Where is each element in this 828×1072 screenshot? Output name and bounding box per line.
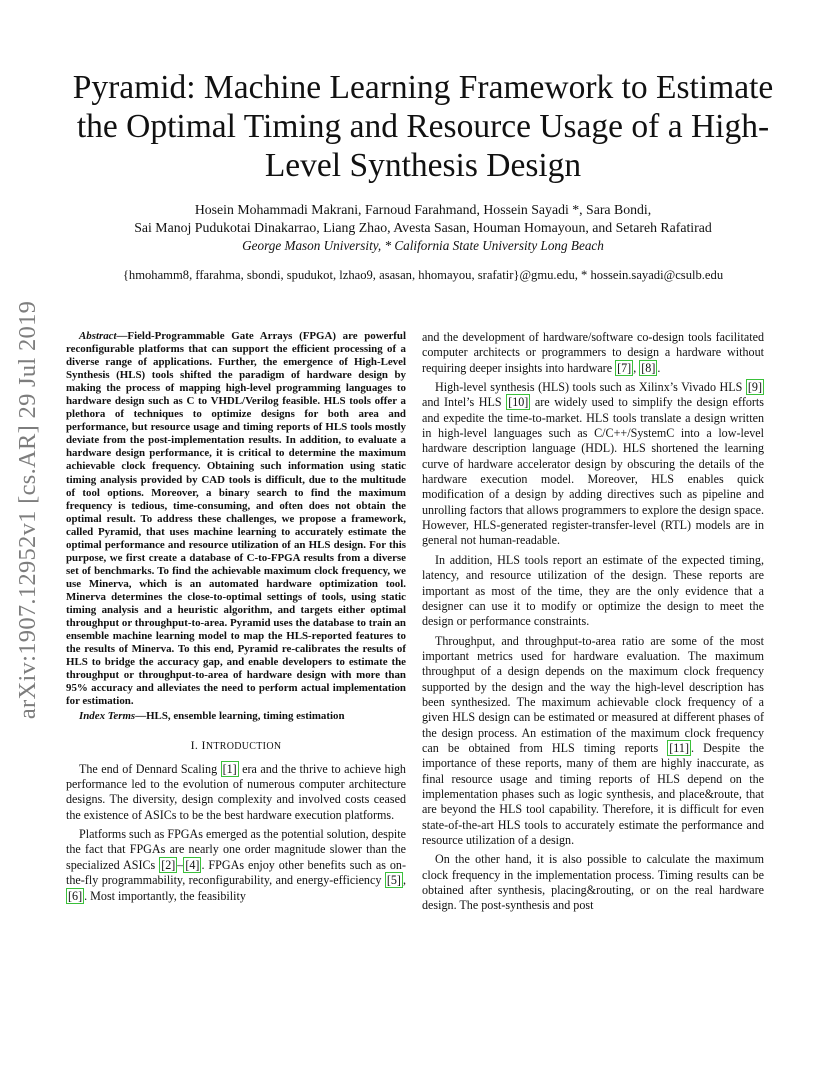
- citation-link[interactable]: [5]: [386, 873, 401, 888]
- text-run: are widely used to simplify the design efforts and expedite the time-to-market. HLS tools translate a design written in high-level languages such as C/C++/SystemC into a low-level hardware description language (HDL). HLS shortened the learning curve of hardware accelerator design by obscuring the details of the hardware execution model. Moreover, HLS enables quick modification of a design by adding directives such as pipeline and unrolling factors that allows programmers to explore the design space. However, HLS-generated register-transfer-level (RTL) models are in general not human-readable.: [422, 395, 764, 548]
- text-run: . Despite the importance of these reports, many of them are highly inaccurate, as final resource usage and timing reports of HLS depend on the implementation phases such as logic synthesis, and place&route, that are beyond the HLS tool capability. Therefore, it is difficult for even state-of-the-art HLS tools to accurately estimate the performance and resource utilization of a design.: [422, 740, 764, 847]
- intro-paragraph-4: In addition, HLS tools report an estimate of the expected timing, latency, and resource utilization of the design. These reports are important as most of the time, they are the only evidence that a designer can use it to modify or optimize the design to meet the design or performance constraints.: [422, 552, 764, 629]
- citation-link[interactable]: [10]: [508, 395, 529, 410]
- intro-paragraph-1: [66, 762, 406, 823]
- text-run: High-level synthesis (HLS) tools such as Xilinx’s Vivado HLS: [435, 380, 746, 395]
- text-run: ,: [402, 873, 406, 888]
- index-terms: [66, 710, 406, 723]
- intro-paragraph-3: [422, 380, 764, 549]
- text-run: .: [657, 360, 661, 375]
- right-column: [422, 330, 764, 918]
- author-emails: {hmohamm8, ffarahma, sbondi, spudukot, lzhao9, asasan, hhomayou, srafatir}@gmu.edu, * hossein.sayadi@csulb.edu: [122, 268, 724, 282]
- citation-link[interactable]: [7]: [617, 360, 632, 375]
- arxiv-stamp: [0, 290, 56, 730]
- authors-line-1: Hosein Mohammadi Makrani, Farnoud Farahmand, Hossein Sayadi *, Sara Bondi,: [194, 202, 652, 217]
- section-heading-introduction: [66, 738, 406, 754]
- abstract: [66, 330, 406, 708]
- section-number: I.: [190, 738, 199, 753]
- text-run: . FPGAs enjoy other benefits such as on-the-fly programmability, reconfigurability, and energy-efficiency: [66, 857, 406, 888]
- citation-link[interactable]: [2]: [161, 857, 176, 872]
- text-run: –: [177, 857, 184, 872]
- abstract-label: Abstract: [79, 330, 117, 342]
- author-block: [40, 201, 806, 255]
- citation-link[interactable]: [1]: [222, 761, 237, 776]
- citation-link[interactable]: [6]: [68, 888, 83, 903]
- section-initial: I: [201, 738, 206, 753]
- index-terms-text: —HLS, ensemble learning, timing estimation: [135, 710, 345, 723]
- text-run: and Intel’s HLS: [422, 395, 507, 410]
- intro-paragraph-2-continued: [422, 330, 764, 376]
- intro-paragraph-2: [66, 827, 406, 904]
- left-column: [66, 330, 406, 908]
- abstract-text: —Field-Programmable Gate Arrays (FPGA) are powerful reconfigurable platforms that can support the efficient processing of a diverse range of applications. Further, the emergence of High-Level Synthesis (HLS) tools shifted the paradigm of hardware design by making the process of mapping high-level programming languages to hardware design such as C to VHDL/Verilog feasible. HLS tools offer a plethora of techniques to optimize designs for both area and performance, but resource usage and timing reports of HLS tools mostly deviate from the post-implementation results. In addition, to evaluate a hardware design performance, it is critical to determine the maximum achievable clock frequency. Obtaining such information using static timing analysis provided by CAD tools is difficult, due to the multitude of tool options. Moreover, a binary search to find the maximum frequency is tedious, time-consuming, and often does not obtain the optimal result. To address these challenges, we propose a framework, called Pyramid, that uses machine learning to accurately estimate the optimal performance and resource utilization of an HLS design. For this purpose, we first create a database of C-to-FPGA results from a diverse set of benchmarks. To find the achievable maximum clock frequency, we use Minerva, which is an automated hardware optimization tool. Minerva determines the close-to-optimal settings of tools, using static timing analysis and a heuristic algorithm, and targets either optimal throughput or throughput-to-area. Pyramid uses the database to train an ensemble machine learning model to map the HLS-reported features to the results of Minerva. To this end, Pyramid re-calibrates the results of HLS to bridge the accuracy gap, and enable developers to estimate the throughput or throughput-to-area of hardware design with more than 95% accuracy and alleviates the need to perform actual implementation for estimation.: [66, 330, 406, 708]
- paper-title: Pyramid: Machine Learning Framework to Estimate the Optimal Timing and Resource Usage of a High-Level Synthesis Design: [72, 69, 774, 184]
- text-run: The end of Dennard Scaling: [79, 761, 221, 776]
- text-run: era and the thrive to achieve high performance led to the evolution of numerous computer architecture designs. The diversity, design complexity and involved costs ceased the existence of ASICs to be the best hardware execution platforms.: [66, 761, 406, 822]
- citation-link[interactable]: [9]: [747, 380, 762, 395]
- text-run: Platforms such as FPGAs emerged as the potential solution, despite the fact that FPGAs are nearly one order magnitude slower than the specialized ASICs: [66, 827, 406, 872]
- citation-link[interactable]: [4]: [185, 857, 200, 872]
- text-run: Throughput, and throughput-to-area ratio are some of the most important metrics used for hardware evaluation. The maximum throughput of a design depends on the maximum clock frequency supported by the design and the way the high-level description has been synthesized. The maximum achievable clock frequency of a given HLS design can be estimated or measured at different phases of the design process. An estimation of the maximum clock frequency can be obtained from HLS timing reports: [422, 633, 764, 755]
- citation-link[interactable]: [11]: [669, 740, 689, 755]
- index-terms-label: Index Terms: [79, 710, 136, 723]
- text-run: . Most importantly, the feasibility: [84, 888, 246, 903]
- section-rest: NTRODUCTION: [205, 741, 282, 753]
- text-run: ,: [633, 360, 640, 375]
- arxiv-stamp-text: arXiv:1907.12952v1 [cs.AR] 29 Jul 2019: [14, 300, 41, 720]
- citation-link[interactable]: [8]: [641, 360, 656, 375]
- text-run: and the development of hardware/software co-design tools facilitated computer architects or programmers to design a hardware without requiring deeper insights into hardware: [422, 330, 764, 375]
- intro-paragraph-5: [422, 634, 764, 849]
- intro-paragraph-6: On the other hand, it is also possible to calculate the maximum clock frequency in the implementation process. Timing results can be obtained after synthesis, placing&routing, or on the real hardware design. The post-synthesis and post: [422, 852, 764, 913]
- authors-line-2: Sai Manoj Pudukotai Dinakarrao, Liang Zhao, Avesta Sasan, Houman Homayoun, and Setareh Rafatirad: [134, 220, 712, 235]
- affiliation: George Mason University, * California State University Long Beach: [242, 238, 604, 253]
